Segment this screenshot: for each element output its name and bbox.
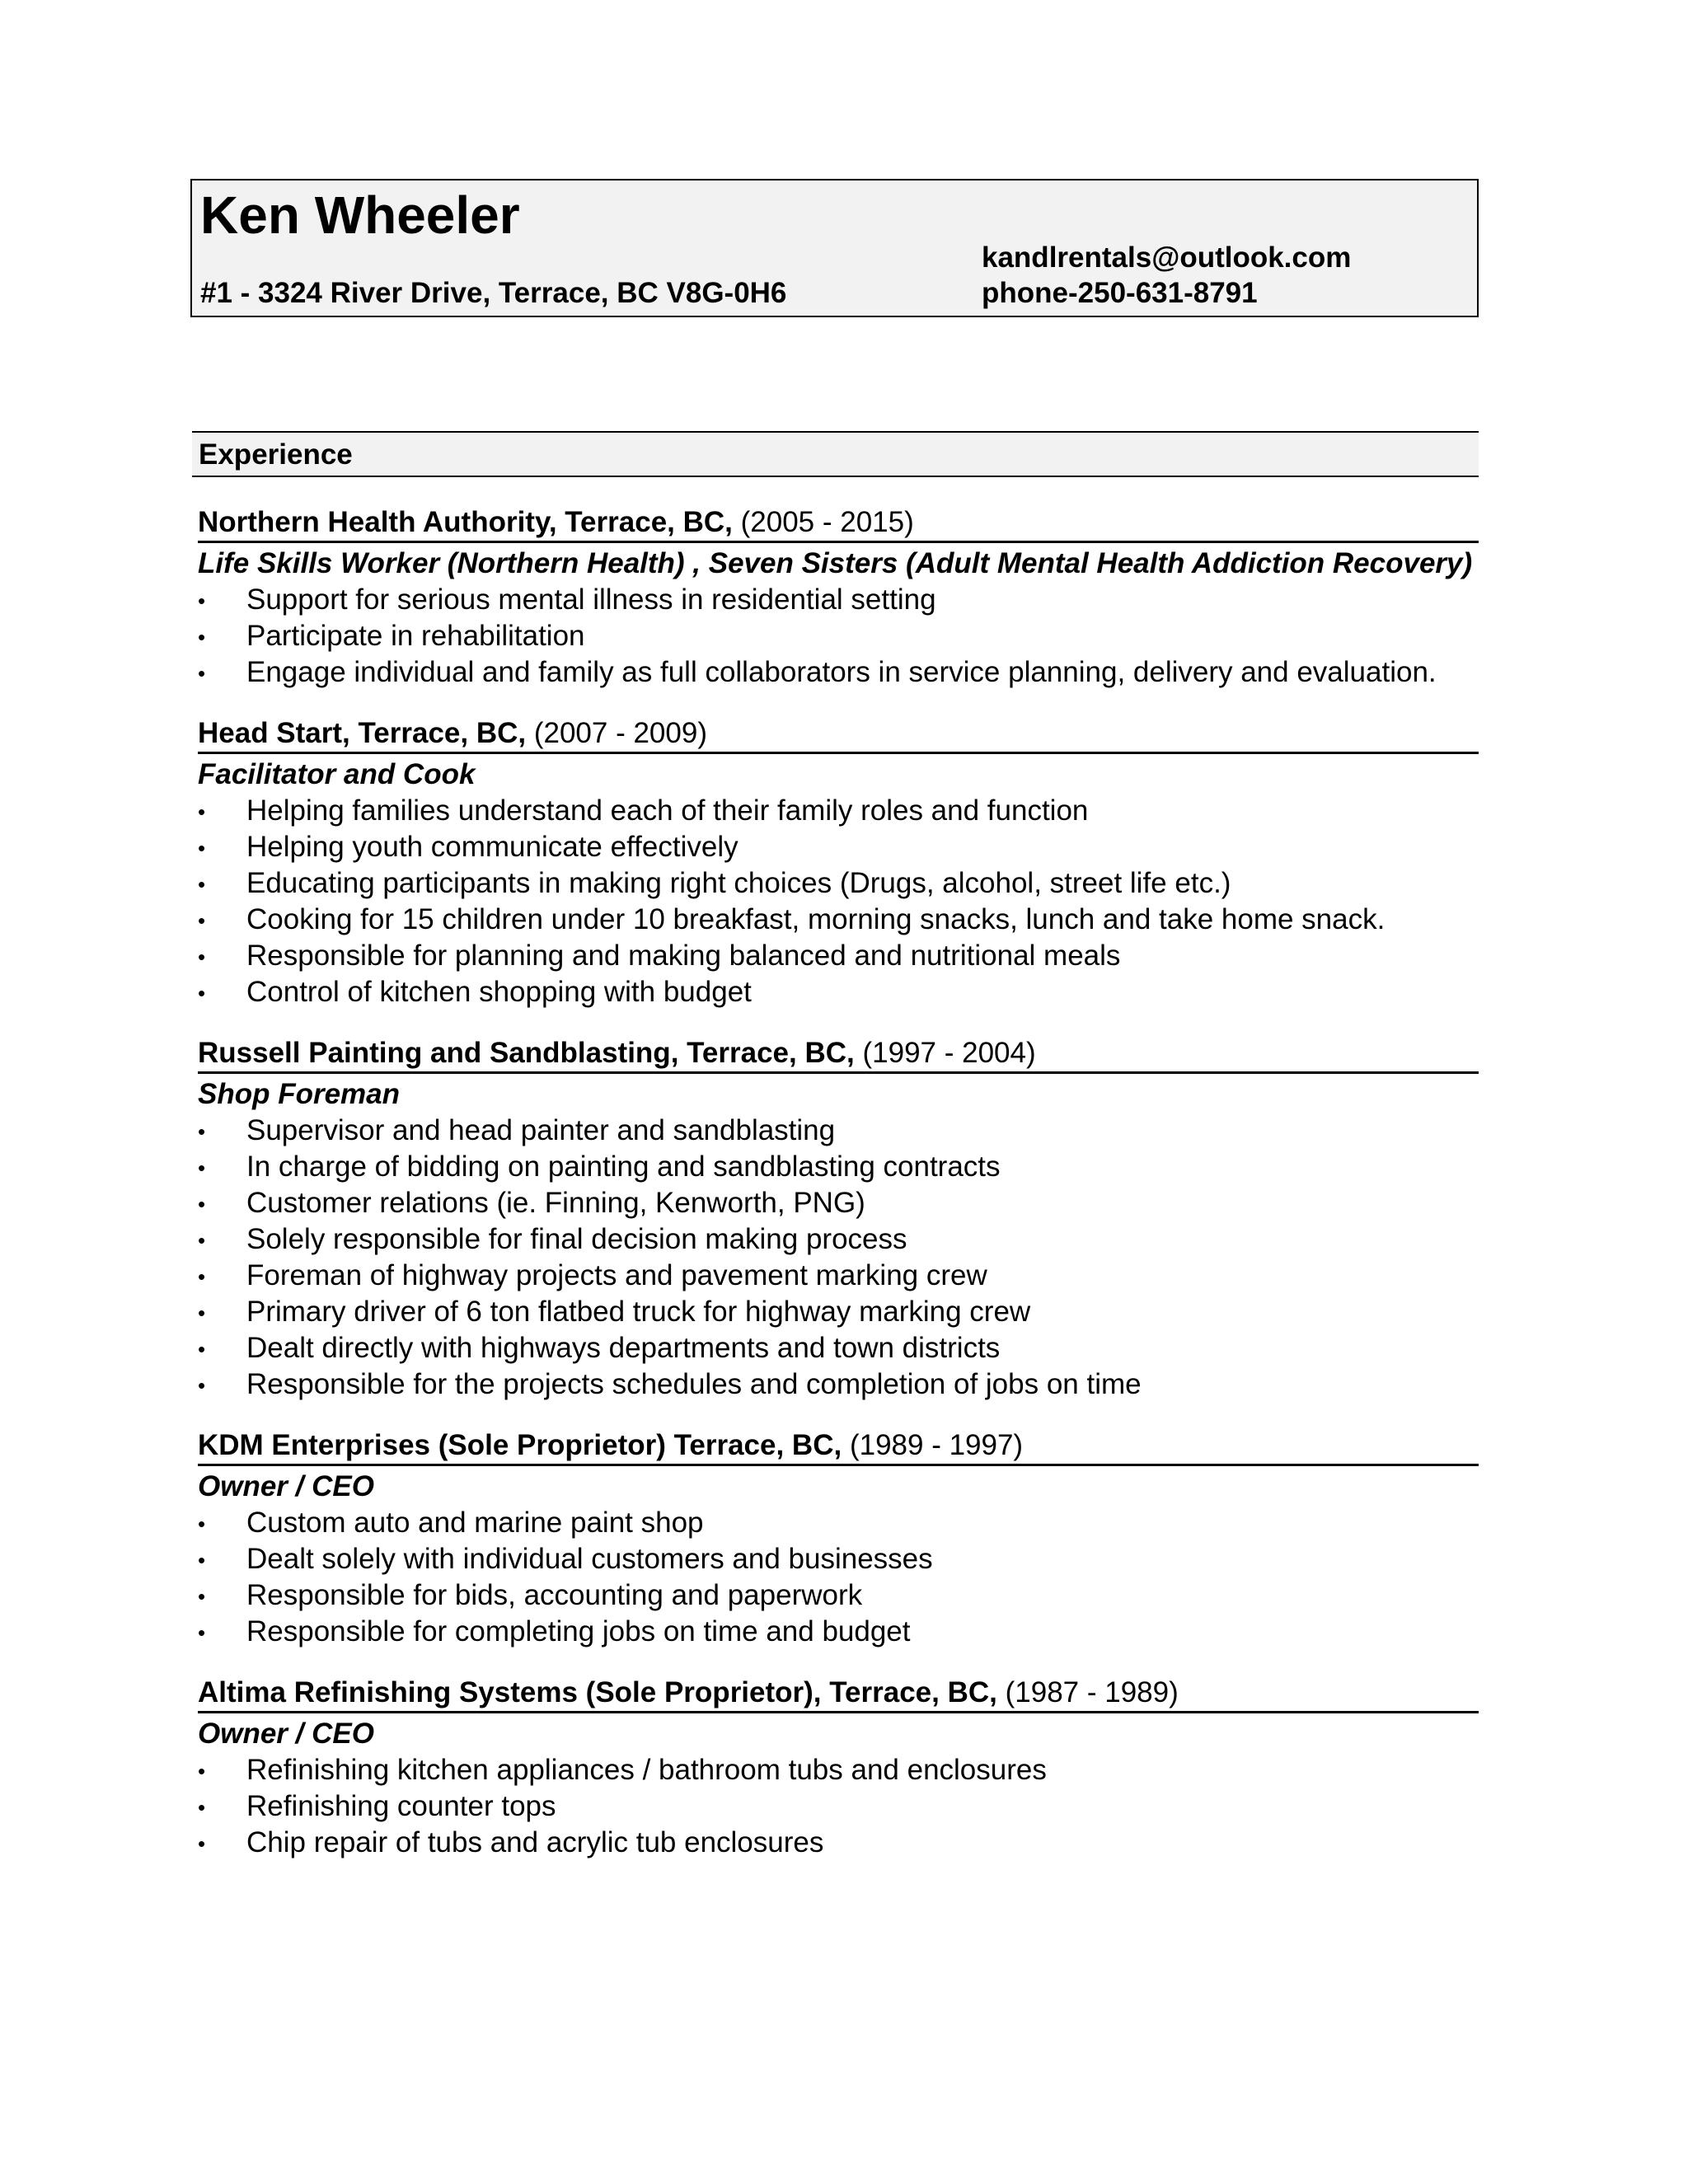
employer-name: KDM Enterprises (Sole Proprietor) Terrace, BC, [198, 1429, 842, 1461]
section-heading-bar [192, 431, 1479, 477]
duties-list [198, 793, 1479, 1010]
employer-name: Head Start, Terrace, BC, [198, 717, 527, 749]
employer-line [198, 1675, 1479, 1713]
duties-list [198, 582, 1479, 691]
duty-item: • Control of kitchen shopping with budget [198, 974, 1479, 1010]
duty-item: • Primary driver of 6 ton flatbed truck for highway marking crew [198, 1294, 1479, 1330]
job-role: Owner / CEO [198, 1718, 374, 1750]
duty-item: • In charge of bidding on painting and sandblasting contracts [198, 1149, 1479, 1185]
postal-address: #1 - 3324 River Drive, Terrace, BC V8G-0H6 [200, 277, 787, 309]
duty-item: • Chip repair of tubs and acrylic tub enclosures [198, 1825, 1479, 1861]
employer-name: Altima Refinishing Systems (Sole Proprietor), Terrace, BC, [198, 1676, 997, 1708]
duties-list [198, 1505, 1479, 1650]
employer-line [198, 1035, 1479, 1074]
resume-header [190, 179, 1479, 317]
duty-item: • Dealt solely with individual customers and businesses [198, 1541, 1479, 1577]
duty-item: • Supervisor and head painter and sandblasting [198, 1113, 1479, 1149]
duty-item: • Participate in rehabilitation [198, 618, 1479, 654]
job-entry [198, 715, 1479, 1010]
duty-item: • Refinishing counter tops [198, 1788, 1479, 1825]
employment-dates: (1997 - 2004) [862, 1037, 1036, 1069]
employment-dates: (1989 - 1997) [849, 1429, 1024, 1461]
employer-name: Northern Health Authority, Terrace, BC, [198, 506, 733, 538]
email-address: kandlrentals@outlook.com [982, 241, 1352, 274]
duty-item: • Customer relations (ie. Finning, Kenworth, PNG) [198, 1185, 1479, 1221]
candidate-name: Ken Wheeler [200, 185, 520, 245]
duty-item: • Cooking for 15 children under 10 breakfast, morning snacks, lunch and take home snack. [198, 902, 1479, 938]
job-role: Owner / CEO [198, 1470, 374, 1502]
duty-item: • Support for serious mental illness in residential setting [198, 582, 1479, 618]
duty-item: • Custom auto and marine paint shop [198, 1505, 1479, 1541]
duty-item: • Responsible for planning and making balanced and nutritional meals [198, 938, 1479, 974]
duties-list [198, 1752, 1479, 1861]
job-entry [198, 1675, 1479, 1861]
duty-item: • Educating participants in making right choices (Drugs, alcohol, street life etc.) [198, 865, 1479, 902]
duty-item: • Helping youth communicate effectively [198, 829, 1479, 865]
duty-item: • Responsible for the projects schedules and completion of jobs on time [198, 1366, 1479, 1403]
job-entry [198, 504, 1479, 691]
duty-item: • Engage individual and family as full collaborators in service planning, delivery and evaluation. [198, 654, 1479, 691]
phone-number: phone-250-631-8791 [982, 277, 1258, 309]
job-role: Life Skills Worker (Northern Health) , Seven Sisters (Adult Mental Health Addiction Recovery) [198, 547, 1473, 579]
duty-item: • Dealt directly with highways departments and town districts [198, 1330, 1479, 1366]
employer-name: Russell Painting and Sandblasting, Terrace, BC, [198, 1037, 855, 1069]
duty-item: • Responsible for bids, accounting and paperwork [198, 1577, 1479, 1614]
duty-item: • Refinishing kitchen appliances / bathroom tubs and enclosures [198, 1752, 1479, 1788]
employment-dates: (2005 - 2015) [740, 506, 914, 538]
duties-list [198, 1113, 1479, 1403]
duty-item: • Helping families understand each of their family roles and function [198, 793, 1479, 829]
job-entry [198, 1035, 1479, 1403]
job-role: Facilitator and Cook [198, 758, 476, 790]
section-title: Experience [199, 438, 353, 471]
duty-item: • Responsible for completing jobs on time and budget [198, 1614, 1479, 1650]
job-role: Shop Foreman [198, 1078, 401, 1110]
employment-dates: (1987 - 1989) [1005, 1676, 1179, 1708]
duty-item: • Foreman of highway projects and pavement marking crew [198, 1258, 1479, 1294]
job-entry [198, 1427, 1479, 1650]
employer-line [198, 1427, 1479, 1466]
employment-dates: (2007 - 2009) [533, 717, 707, 749]
duty-item: • Solely responsible for final decision making process [198, 1221, 1479, 1258]
employer-line [198, 715, 1479, 754]
employer-line [198, 504, 1479, 543]
experience-list [198, 504, 1479, 1886]
